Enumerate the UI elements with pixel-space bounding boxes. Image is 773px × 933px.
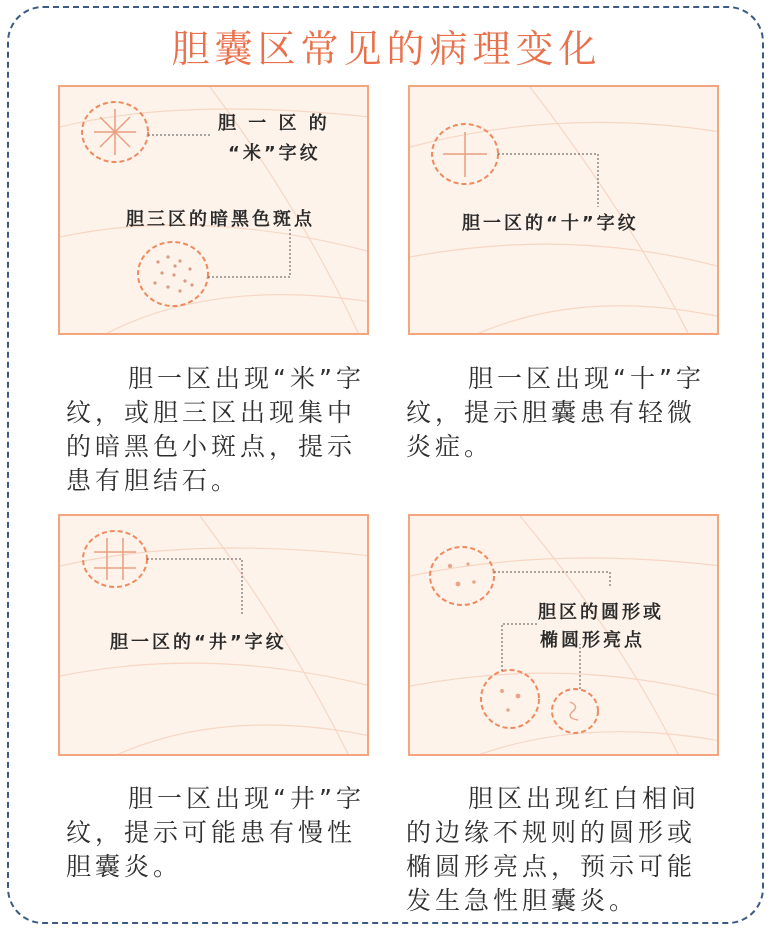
illustration-panel-3 <box>58 514 369 756</box>
bright-spot-circle-1 <box>430 547 494 605</box>
label-shi: 胆一区的“十”字纹 <box>462 213 639 234</box>
label-bright-spot-line1: 胆区的圆形或 <box>538 602 664 623</box>
label-mi-line1: 胆 一 区 的 <box>218 113 330 134</box>
illustration-panel-4 <box>408 514 719 756</box>
label-bright-spot-line2: 椭圆形亮点 <box>540 630 645 651</box>
label-jing: 胆一区的“井”字纹 <box>110 632 287 653</box>
description-1-text: 胆一区出现“米”字纹，或胆三区出现集中的暗黑色小斑点，提示患有胆结石。 <box>66 364 365 495</box>
bright-spot-circle-2 <box>481 670 539 728</box>
label-mi-line2: “米”字纹 <box>228 143 321 164</box>
label-dark-spots: 胆三区的暗黑色斑点 <box>126 209 315 230</box>
illustration-panel-1 <box>58 85 369 335</box>
page-title: 胆囊区常见的病理变化 <box>171 27 602 71</box>
bright-spot-circle-3 <box>552 689 598 733</box>
description-4 <box>406 782 724 918</box>
description-3-text: 胆一区出现“井”字纹，提示可能患有慢性胆囊炎。 <box>66 784 365 881</box>
mi-pattern-circle <box>82 102 148 162</box>
illustration-panel-2 <box>408 85 719 335</box>
description-4-text: 胆区出现红白相间的边缘不规则的圆形或椭圆形亮点，预示可能发生急性胆囊炎。 <box>406 784 701 915</box>
description-1 <box>66 362 384 498</box>
description-3 <box>66 782 384 884</box>
description-2-text: 胆一区出现“十”字纹，提示胆囊患有轻微炎症。 <box>406 364 705 461</box>
description-2 <box>406 362 724 464</box>
shi-pattern-circle <box>432 124 498 184</box>
dark-spots-circle <box>138 242 208 306</box>
